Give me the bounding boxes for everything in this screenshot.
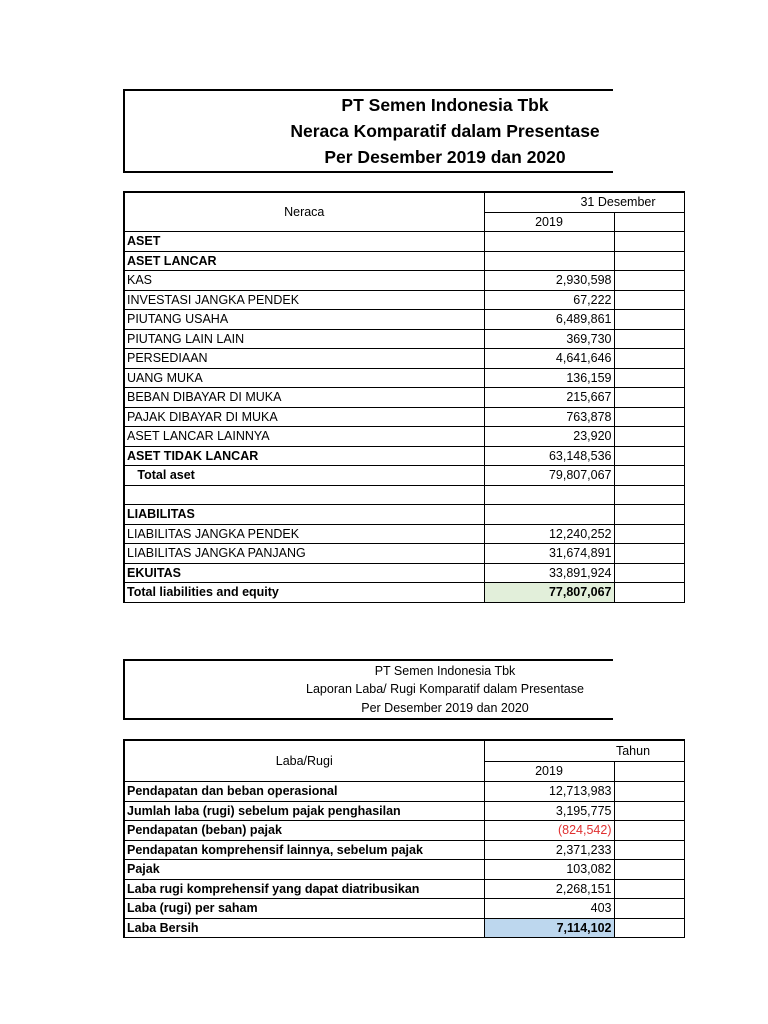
balance-row-next xyxy=(614,388,684,408)
pl-row-value: (824,542) xyxy=(484,821,614,841)
balance-row-next xyxy=(614,407,684,427)
balance-row-value: 77,807,067 xyxy=(484,583,614,603)
pl-header-year-next xyxy=(614,761,684,782)
balance-row-label: PIUTANG LAIN LAIN xyxy=(124,329,484,349)
pl-row-value: 12,713,983 xyxy=(484,782,614,802)
balance-row-next xyxy=(614,563,684,583)
balance-row xyxy=(124,368,684,388)
pl-title-box xyxy=(123,659,613,720)
balance-row-value: 33,891,924 xyxy=(484,563,614,583)
pl-row-label: Pajak xyxy=(124,860,484,880)
pl-row-value: 7,114,102 xyxy=(484,918,614,938)
balance-row xyxy=(124,290,684,310)
balance-title-period: Per Desember 2019 dan 2020 xyxy=(324,147,566,167)
pl-row-label: Pendapatan (beban) pajak xyxy=(124,821,484,841)
balance-row-value: 63,148,536 xyxy=(484,446,614,466)
pl-row-value: 3,195,775 xyxy=(484,801,614,821)
balance-row-label: LIABILITAS JANGKA PENDEK xyxy=(124,524,484,544)
balance-row-label: Total liabilities and equity xyxy=(124,583,484,603)
balance-row-label: PIUTANG USAHA xyxy=(124,310,484,330)
balance-row xyxy=(124,427,684,447)
balance-row-label: LIABILITAS xyxy=(124,505,484,525)
pl-row xyxy=(124,801,684,821)
balance-row-next xyxy=(614,427,684,447)
pl-row-value: 403 xyxy=(484,899,614,919)
balance-row-value xyxy=(484,232,614,252)
pl-row xyxy=(124,782,684,802)
balance-row-next xyxy=(614,583,684,603)
balance-row xyxy=(124,310,684,330)
balance-row xyxy=(124,466,684,486)
balance-row-value: 369,730 xyxy=(484,329,614,349)
pl-row-value: 2,268,151 xyxy=(484,879,614,899)
balance-row-label: ASET LANCAR xyxy=(124,251,484,271)
pl-row-label: Jumlah laba (rugi) sebelum pajak penghasilan xyxy=(124,801,484,821)
balance-row xyxy=(124,329,684,349)
pl-row-next xyxy=(614,782,684,802)
balance-row xyxy=(124,485,684,505)
profit-loss-table xyxy=(123,739,651,938)
pl-row-next xyxy=(614,860,684,880)
balance-row-value: 79,807,067 xyxy=(484,466,614,486)
balance-row-next xyxy=(614,310,684,330)
balance-row xyxy=(124,388,684,408)
balance-row-next xyxy=(614,329,684,349)
pl-title-company: PT Semen Indonesia Tbk xyxy=(374,664,516,678)
pl-row-value: 103,082 xyxy=(484,860,614,880)
balance-row-next xyxy=(614,271,684,291)
pl-title-report: Laporan Laba/ Rugi Komparatif dalam Presentase xyxy=(306,682,584,696)
pl-row-value: 2,371,233 xyxy=(484,840,614,860)
pl-row-label: Pendapatan dan beban operasional xyxy=(124,782,484,802)
pl-header-period: Tahun xyxy=(484,740,684,761)
balance-row-label xyxy=(124,485,484,505)
balance-row-value: 215,667 xyxy=(484,388,614,408)
balance-header-period: 31 Desember xyxy=(484,192,684,212)
balance-row-label: LIABILITAS JANGKA PANJANG xyxy=(124,544,484,564)
balance-row xyxy=(124,232,684,252)
balance-row xyxy=(124,524,684,544)
balance-row xyxy=(124,583,684,603)
balance-row-label: PAJAK DIBAYAR DI MUKA xyxy=(124,407,484,427)
pl-row xyxy=(124,879,684,899)
pl-header-year: 2019 xyxy=(484,761,614,782)
balance-row-next xyxy=(614,232,684,252)
balance-row-next xyxy=(614,290,684,310)
balance-row-label: Total aset xyxy=(124,466,484,486)
pl-row xyxy=(124,821,684,841)
balance-row xyxy=(124,544,684,564)
pl-row-next xyxy=(614,918,684,938)
balance-row-label: PERSEDIAAN xyxy=(124,349,484,369)
balance-row-value: 136,159 xyxy=(484,368,614,388)
balance-row-next xyxy=(614,466,684,486)
balance-row-label: ASET LANCAR LAINNYA xyxy=(124,427,484,447)
balance-row-value: 763,878 xyxy=(484,407,614,427)
balance-row-value: 2,930,598 xyxy=(484,271,614,291)
balance-row-label: KAS xyxy=(124,271,484,291)
balance-row-label: EKUITAS xyxy=(124,563,484,583)
pl-row-next xyxy=(614,879,684,899)
balance-row xyxy=(124,271,684,291)
balance-row xyxy=(124,563,684,583)
pl-row-label: Laba Bersih xyxy=(124,918,484,938)
balance-row-value: 31,674,891 xyxy=(484,544,614,564)
balance-row-next xyxy=(614,544,684,564)
balance-row xyxy=(124,251,684,271)
balance-title-box xyxy=(123,89,613,173)
pl-row-next xyxy=(614,899,684,919)
balance-header-year: 2019 xyxy=(484,212,614,232)
balance-title-company: PT Semen Indonesia Tbk xyxy=(341,95,549,115)
pl-row-label: Pendapatan komprehensif lainnya, sebelum pajak xyxy=(124,840,484,860)
balance-header-year-next xyxy=(614,212,684,232)
balance-row xyxy=(124,349,684,369)
pl-row-label: Laba rugi komprehensif yang dapat diatribusikan xyxy=(124,879,484,899)
pl-row-next xyxy=(614,840,684,860)
balance-row-value: 4,641,646 xyxy=(484,349,614,369)
balance-row-next xyxy=(614,505,684,525)
pl-row xyxy=(124,840,684,860)
balance-row-next xyxy=(614,524,684,544)
balance-row-label: INVESTASI JANGKA PENDEK xyxy=(124,290,484,310)
balance-row xyxy=(124,407,684,427)
balance-row-next xyxy=(614,251,684,271)
pl-row-next xyxy=(614,801,684,821)
balance-row-label: UANG MUKA xyxy=(124,368,484,388)
pl-header-label: Laba/Rugi xyxy=(124,740,484,782)
balance-row xyxy=(124,505,684,525)
balance-row-value: 6,489,861 xyxy=(484,310,614,330)
pl-row-label: Laba (rugi) per saham xyxy=(124,899,484,919)
balance-row-value: 23,920 xyxy=(484,427,614,447)
balance-row-next xyxy=(614,349,684,369)
balance-row-value xyxy=(484,485,614,505)
balance-header-label: Neraca xyxy=(124,192,484,232)
balance-row-next xyxy=(614,485,684,505)
balance-sheet-table xyxy=(123,191,656,603)
pl-row xyxy=(124,918,684,938)
balance-row-value xyxy=(484,251,614,271)
balance-row-next xyxy=(614,368,684,388)
balance-row-next xyxy=(614,446,684,466)
pl-row xyxy=(124,899,684,919)
balance-row-label: ASET xyxy=(124,232,484,252)
pl-row xyxy=(124,860,684,880)
balance-row-label: ASET TIDAK LANCAR xyxy=(124,446,484,466)
pl-title-period: Per Desember 2019 dan 2020 xyxy=(361,701,529,715)
pl-row-next xyxy=(614,821,684,841)
balance-row-value xyxy=(484,505,614,525)
balance-row xyxy=(124,446,684,466)
balance-row-value: 12,240,252 xyxy=(484,524,614,544)
balance-row-label: BEBAN DIBAYAR DI MUKA xyxy=(124,388,484,408)
balance-title-report: Neraca Komparatif dalam Presentase xyxy=(290,121,600,141)
balance-row-value: 67,222 xyxy=(484,290,614,310)
